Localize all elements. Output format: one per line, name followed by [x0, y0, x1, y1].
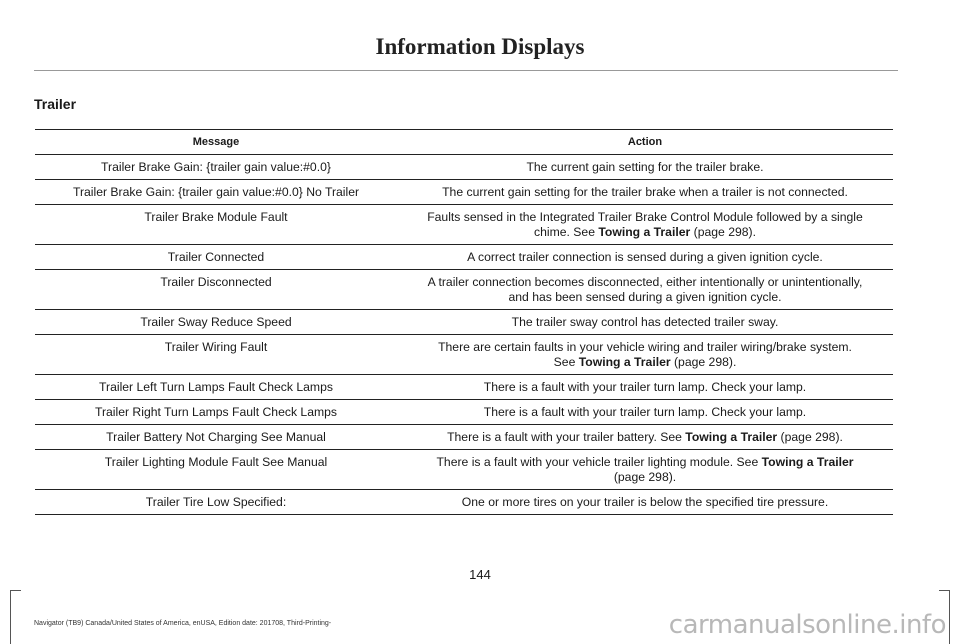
crop-mark-right — [939, 590, 950, 644]
action-cell — [397, 335, 893, 375]
action-text: and has been sensed during a given ignition cycle. — [508, 290, 782, 304]
watermark-text: carmanualsonline.info — [668, 610, 946, 640]
action-cell — [397, 155, 893, 180]
message-cell: Trailer Right Turn Lamps Fault Check Lamps — [35, 400, 397, 425]
header-divider — [34, 70, 898, 71]
cross-reference-link[interactable]: Towing a Trailer — [685, 430, 778, 444]
action-text: There is a fault with your trailer turn lamp. Check your lamp. — [483, 405, 807, 419]
action-text: There is a fault with your trailer turn lamp. Check your lamp. — [483, 380, 807, 394]
message-cell: Trailer Brake Gain: {trailer gain value:#0.0} No Trailer — [35, 180, 397, 205]
action-text: (page 298). — [690, 225, 756, 239]
action-text: (page 298). — [777, 430, 843, 444]
table-row — [35, 450, 893, 490]
action-text: See — [553, 355, 579, 369]
message-cell: Trailer Lighting Module Fault See Manual — [35, 450, 397, 490]
table-row — [35, 400, 893, 425]
action-text: A correct trailer connection is sensed during a given ignition cycle. — [467, 250, 823, 264]
message-cell: Trailer Sway Reduce Speed — [35, 310, 397, 335]
action-cell — [397, 450, 893, 490]
action-cell — [397, 310, 893, 335]
action-cell — [397, 425, 893, 450]
action-cell — [397, 375, 893, 400]
action-text: chime. See — [534, 225, 599, 239]
table-row — [35, 245, 893, 270]
action-text: (page 298). — [613, 470, 677, 484]
action-text: (page 298). — [670, 355, 737, 369]
trailer-messages-table — [35, 129, 893, 515]
message-cell: Trailer Battery Not Charging See Manual — [35, 425, 397, 450]
message-cell: Trailer Left Turn Lamps Fault Check Lamps — [35, 375, 397, 400]
action-cell — [397, 400, 893, 425]
action-text: There is a fault with your trailer battery. See — [447, 430, 686, 444]
action-text: The current gain setting for the trailer brake. — [526, 160, 764, 174]
cross-reference-link[interactable]: Towing a Trailer — [578, 355, 671, 369]
action-cell — [397, 180, 893, 205]
action-text: A trailer connection becomes disconnected, either intentionally or unintentionally, — [427, 275, 863, 289]
action-cell — [397, 270, 893, 310]
section-heading: Trailer — [34, 96, 77, 112]
table-row — [35, 425, 893, 450]
action-cell — [397, 490, 893, 515]
page-header-title: Information Displays — [375, 34, 585, 59]
table-header-row — [35, 130, 893, 155]
table-row — [35, 335, 893, 375]
action-text: There are certain faults in your vehicle wiring and trailer wiring/brake system. — [438, 340, 852, 354]
table-row — [35, 155, 893, 180]
action-text: There is a fault with your vehicle trailer lighting module. See — [436, 455, 762, 469]
message-cell: Trailer Tire Low Specified: — [35, 490, 397, 515]
action-text: The trailer sway control has detected trailer sway. — [511, 315, 779, 329]
table-row — [35, 270, 893, 310]
message-cell: Trailer Brake Module Fault — [35, 205, 397, 245]
crop-mark-left — [10, 590, 21, 644]
message-cell: Trailer Connected — [35, 245, 397, 270]
table-row — [35, 205, 893, 245]
table-row — [35, 375, 893, 400]
column-header-message: Message — [35, 130, 397, 155]
action-text: Faults sensed in the Integrated Trailer Brake Control Module followed by a single — [427, 210, 863, 224]
action-text: The current gain setting for the trailer brake when a trailer is not connected. — [442, 185, 848, 199]
page-number: 144 — [469, 567, 491, 582]
message-cell: Trailer Wiring Fault — [35, 335, 397, 375]
table-row — [35, 180, 893, 205]
column-header-action: Action — [397, 130, 893, 155]
action-cell — [397, 245, 893, 270]
action-text: One or more tires on your trailer is below the specified tire pressure. — [461, 495, 829, 509]
cross-reference-link[interactable]: Towing a Trailer — [598, 225, 691, 239]
message-cell: Trailer Brake Gain: {trailer gain value:#0.0} — [35, 155, 397, 180]
table-row — [35, 310, 893, 335]
action-cell — [397, 205, 893, 245]
message-cell: Trailer Disconnected — [35, 270, 397, 310]
table-row — [35, 490, 893, 515]
edition-footer: Navigator (TB9) Canada/United States of America, enUSA, Edition date: 201708, Third-Printing- — [34, 620, 332, 627]
cross-reference-link[interactable]: Towing a Trailer — [761, 455, 854, 469]
